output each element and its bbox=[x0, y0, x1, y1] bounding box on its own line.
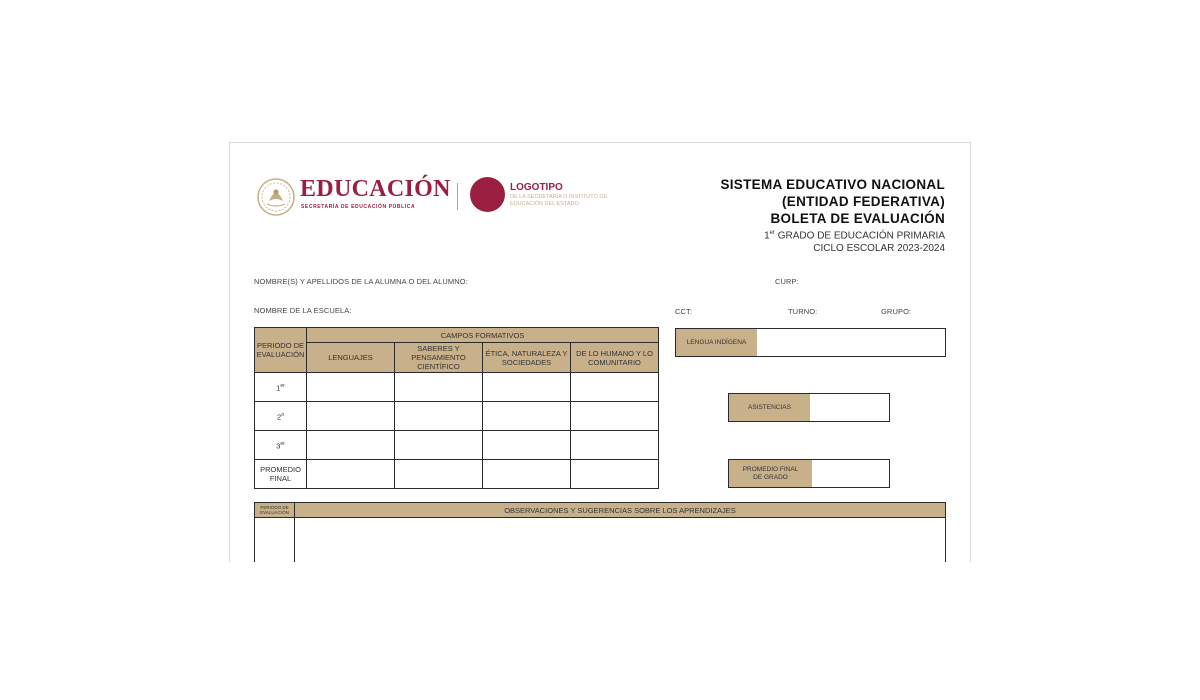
observations-header-row bbox=[255, 503, 945, 518]
column-header: DE LO HUMANO Y LO COMUNITARIO bbox=[571, 343, 659, 373]
indigenous-language-field[interactable] bbox=[757, 329, 945, 356]
entity-title: (ENTIDAD FEDERATIVA) bbox=[782, 194, 945, 209]
column-header: ÉTICA, NATURALEZA Y SOCIEDADES bbox=[483, 343, 571, 373]
grade-cell[interactable] bbox=[395, 373, 483, 402]
grade-cell[interactable] bbox=[307, 373, 395, 402]
education-subtitle: SECRETARÍA DE EDUCACIÓN PÚBLICA bbox=[301, 204, 416, 210]
period-suffix: er bbox=[280, 440, 285, 447]
turno-label: TURNO: bbox=[788, 307, 818, 316]
period-number: 3 bbox=[276, 441, 281, 451]
student-name-label: NOMBRE(S) Y APELLIDOS DE LA ALUMNA O DEL ALUMNO: bbox=[254, 277, 468, 286]
period-number: 1 bbox=[276, 383, 281, 393]
grade-cell[interactable] bbox=[483, 431, 571, 460]
period-number: 2 bbox=[277, 412, 282, 422]
final-grade-average-label: PROMEDIO FINAL DE GRADO bbox=[729, 460, 812, 487]
school-name-label: NOMBRE DE LA ESCUELA: bbox=[254, 306, 352, 315]
report-title: BOLETA DE EVALUACIÓN bbox=[770, 211, 945, 226]
grade-cell[interactable] bbox=[307, 402, 395, 431]
grade-cell[interactable] bbox=[395, 431, 483, 460]
grade-cell[interactable] bbox=[395, 460, 483, 489]
grade-cell[interactable] bbox=[307, 431, 395, 460]
indigenous-language-box bbox=[675, 328, 946, 357]
period-cell bbox=[255, 402, 307, 431]
period-header: PERIODO DE EVALUACIÓN bbox=[255, 328, 307, 373]
observations-period-cell[interactable] bbox=[255, 518, 295, 562]
attendance-field[interactable] bbox=[810, 394, 889, 421]
school-cycle: CICLO ESCOLAR 2023-2024 bbox=[813, 243, 945, 255]
logo-divider bbox=[457, 183, 458, 210]
education-wordmark: EDUCACIÓN bbox=[300, 176, 451, 202]
table-row bbox=[255, 460, 659, 489]
indigenous-language-label: LENGUA INDÍGENA bbox=[676, 329, 757, 356]
period-suffix: er bbox=[280, 382, 285, 389]
grade-cell[interactable] bbox=[395, 402, 483, 431]
final-grade-average-field[interactable] bbox=[812, 460, 889, 487]
grade-cell[interactable] bbox=[483, 460, 571, 489]
national-seal-icon bbox=[256, 177, 296, 217]
grade-cell[interactable] bbox=[571, 373, 659, 402]
final-grade-average-box bbox=[728, 459, 890, 488]
grade-cell[interactable] bbox=[571, 431, 659, 460]
table-row bbox=[255, 431, 659, 460]
grade-cell[interactable] bbox=[483, 373, 571, 402]
observations-table bbox=[254, 502, 946, 562]
logo-title: LOGOTIPO bbox=[510, 182, 563, 193]
period-suffix: o bbox=[281, 411, 284, 418]
grade-cell[interactable] bbox=[571, 402, 659, 431]
system-title: SISTEMA EDUCATIVO NACIONAL bbox=[720, 177, 945, 192]
document-heading bbox=[720, 176, 945, 255]
attendance-label: ASISTENCIAS bbox=[729, 394, 810, 421]
fields-header: CAMPOS FORMATIVOS bbox=[307, 328, 659, 343]
attendance-box bbox=[728, 393, 890, 422]
grades-table bbox=[254, 327, 659, 489]
grade-cell[interactable] bbox=[571, 460, 659, 489]
observations-text-cell[interactable] bbox=[295, 518, 945, 562]
table-row bbox=[255, 402, 659, 431]
grade-cell[interactable] bbox=[307, 460, 395, 489]
period-cell bbox=[255, 373, 307, 402]
observations-body-row bbox=[255, 518, 945, 562]
grade-line bbox=[720, 227, 945, 242]
column-header: SABERES Y PENSAMIENTO CIENTÍFICO bbox=[395, 343, 483, 373]
report-card-sheet bbox=[229, 142, 971, 562]
column-header: LENGUAJES bbox=[307, 343, 395, 373]
logo-subtitle: DE LA SECRETARÍA O INSTITUTO DE EDUCACIÓN DEL ESTADO bbox=[510, 194, 607, 207]
grade-number: 1 bbox=[764, 230, 770, 242]
grupo-label: GRUPO: bbox=[881, 307, 912, 316]
observations-period-header: PERIODO DE EVALUACIÓN bbox=[255, 503, 295, 517]
table-row bbox=[255, 373, 659, 402]
curp-label: CURP: bbox=[775, 277, 799, 286]
period-cell bbox=[255, 431, 307, 460]
grade-cell[interactable] bbox=[483, 402, 571, 431]
cct-label: CCT: bbox=[675, 307, 693, 316]
final-average-label: PROMEDIO FINAL bbox=[255, 460, 307, 489]
grade-suffix: er bbox=[769, 230, 775, 236]
grade-text: GRADO DE EDUCACIÓN PRIMARIA bbox=[774, 230, 945, 242]
logo-circle-icon bbox=[470, 177, 505, 212]
observations-title: OBSERVACIONES Y SUGERENCIAS SOBRE LOS APRENDIZAJES bbox=[295, 503, 945, 517]
